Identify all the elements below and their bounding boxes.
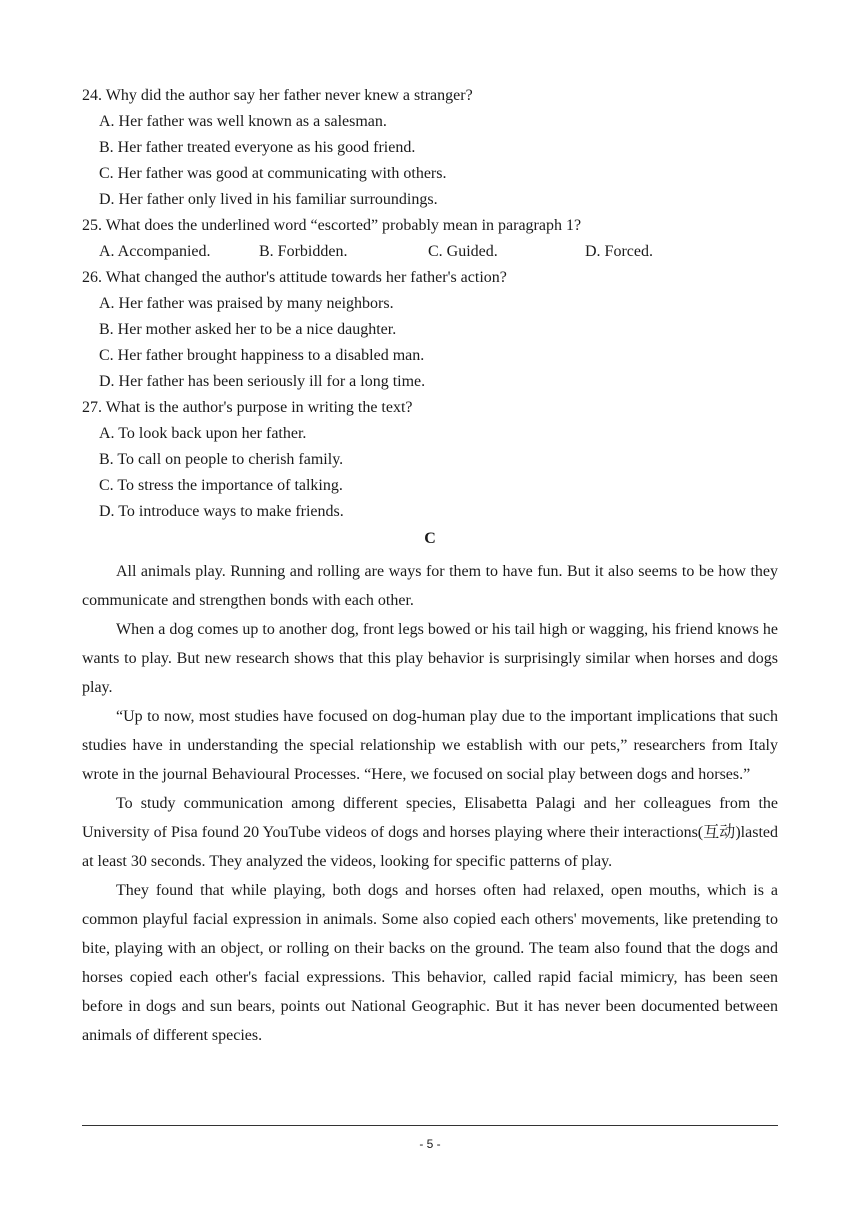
option-b: B. Her father treated everyone as his good friend. xyxy=(99,139,416,156)
option-a: A. Her father was praised by many neighbors. xyxy=(99,295,394,312)
footer-divider xyxy=(82,1125,778,1126)
paragraph-1: All animals play. Running and rolling are ways for them to have fun. But it also seems to be how they communicate and strengthen bonds with each other. xyxy=(82,563,778,609)
option-b: B. Forbidden. xyxy=(259,243,348,260)
option-d: D. Her father only lived in his familiar surroundings. xyxy=(99,191,438,208)
paragraph-2: When a dog comes up to another dog, front legs bowed or his tail high or wagging, his friend knows he wants to play. But new research shows that this play behavior is surprisingly similar when horses and dogs play. xyxy=(82,621,778,696)
option-c: C. Her father was good at communicating with others. xyxy=(99,165,447,182)
option-d: D. To introduce ways to make friends. xyxy=(99,503,344,520)
question-stem: 27. What is the author's purpose in writing the text? xyxy=(82,399,413,416)
section-title: C xyxy=(424,530,436,547)
option-d: D. Her father has been seriously ill for a long time. xyxy=(99,373,426,390)
page-number: - 5 - xyxy=(419,1137,441,1151)
option-c: C. Guided. xyxy=(428,243,498,260)
option-c: C. To stress the importance of talking. xyxy=(99,477,343,494)
paragraph-5: They found that while playing, both dogs and horses often had relaxed, open mouths, which is a common playful facial expression in animals. Some also copied each others' movements, like pretending to bite, playing with an object, or rolling on their backs on the ground. The team also found that the dogs and horses copied each other's facial expressions. This behavior, called rapid facial mimicry, has been seen before in dogs and sun bears, points out National Geographic. But it has never been documented between animals of different species. xyxy=(82,882,778,1044)
option-a: A. Her father was well known as a salesman. xyxy=(99,113,387,130)
option-a: A. Accompanied. xyxy=(99,243,211,260)
option-b: B. To call on people to cherish family. xyxy=(99,451,344,468)
paragraph-4: To study communication among different species, Elisabetta Palagi and her colleagues from the University of Pisa found 20 YouTube videos of dogs and horses playing where their interactions(互动)lasted at least 30 seconds. They analyzed the videos, looking for specific patterns of play. xyxy=(82,795,778,870)
option-d: D. Forced. xyxy=(585,243,653,260)
question-stem: 24. Why did the author say her father never knew a stranger? xyxy=(82,87,473,104)
option-a: A. To look back upon her father. xyxy=(99,425,307,442)
reading-passage xyxy=(82,557,778,1050)
option-c: C. Her father brought happiness to a disabled man. xyxy=(99,347,425,364)
option-b: B. Her mother asked her to be a nice daughter. xyxy=(99,321,397,338)
question-stem: 25. What does the underlined word “escorted” probably mean in paragraph 1? xyxy=(82,217,582,234)
question-stem: 26. What changed the author's attitude towards her father's action? xyxy=(82,269,507,286)
paragraph-3: “Up to now, most studies have focused on dog-human play due to the important implications that such studies have in understanding the special relationship we establish with our pets,” researchers from Italy wrote in the journal Behavioural Processes. “Here, we focused on social play between dogs and horses.” xyxy=(82,708,778,783)
